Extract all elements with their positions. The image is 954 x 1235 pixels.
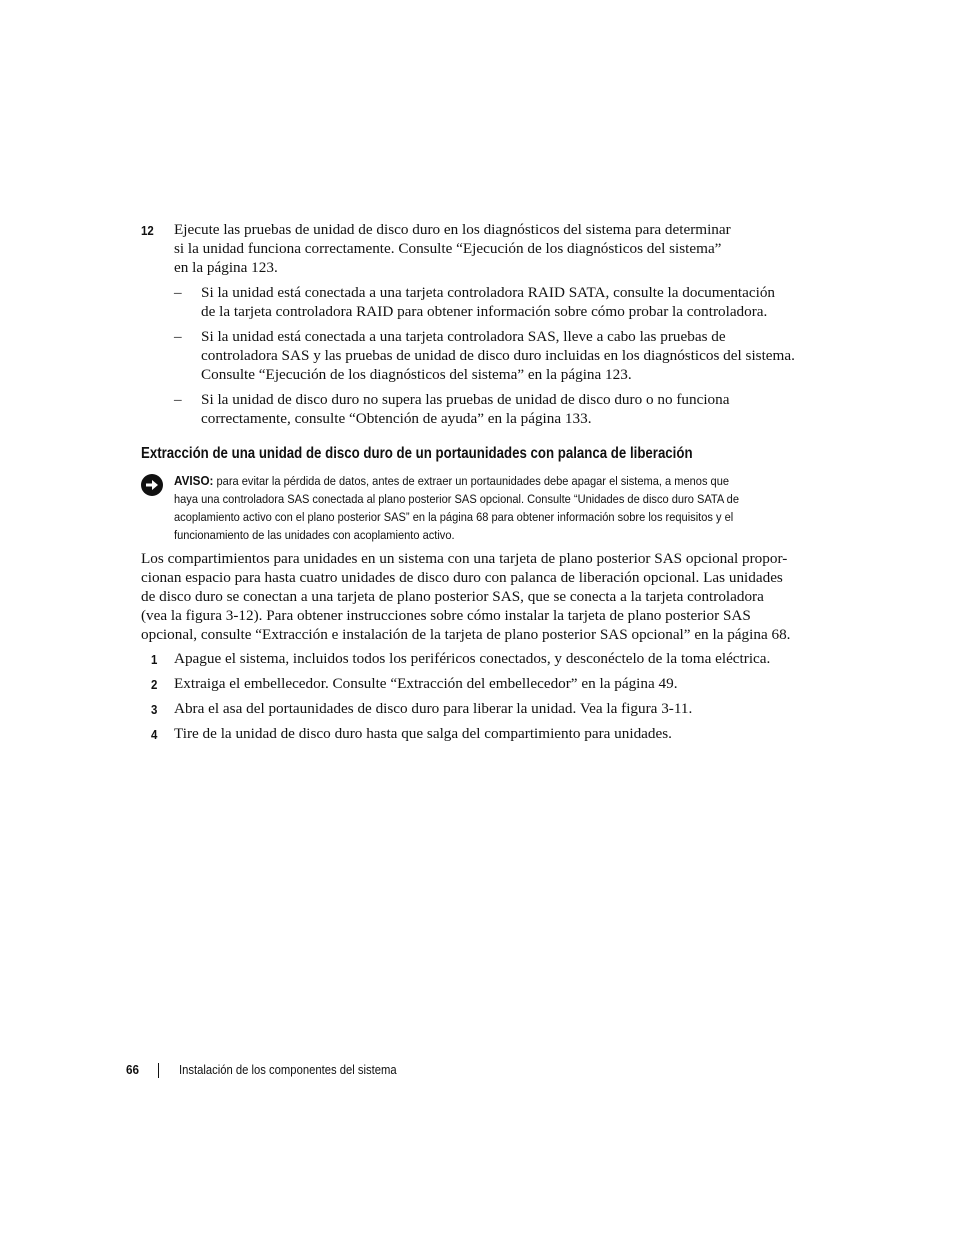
text-line: opcional, consulte “Extracción e instalación de la tarjeta de plano posterior SAS opcional” en la página 68. <box>141 626 791 643</box>
step-item <box>141 699 831 718</box>
text-line: acoplamiento activo con el plano posterior SAS” en la página 68 para obtener información sobre los requisitos y el <box>174 510 734 524</box>
step-number: 2 <box>151 677 158 692</box>
body-paragraph <box>141 549 811 644</box>
footer-separator <box>158 1063 159 1078</box>
dash-marker: – <box>174 391 182 408</box>
step-item <box>141 724 831 743</box>
step-number: 4 <box>151 727 158 742</box>
bullet-item <box>141 283 831 321</box>
text-line: Si la unidad está conectada a una tarjeta controladora RAID SATA, consulte la documentación <box>201 284 776 301</box>
text-line: cionan espacio para hasta cuatro unidades de disco duro con palanca de liberación opcional. Las unidades <box>141 569 783 586</box>
step-number: 3 <box>151 702 158 717</box>
procedure-steps <box>141 649 831 749</box>
text-line: para evitar la pérdida de datos, antes de extraer un portaunidades debe apagar el sistema, a menos que <box>216 474 730 488</box>
notice-label: AVISO: <box>174 473 214 488</box>
step-number: 1 <box>151 652 158 667</box>
notice-text <box>174 472 813 544</box>
bullet-item <box>141 327 831 384</box>
text-line: controladora SAS y las pruebas de unidad de disco duro incluidas en los diagnósticos del sistema. <box>201 347 795 364</box>
dash-marker: – <box>174 328 182 345</box>
step-text: Extraiga el embellecedor. Consulte “Extracción del embellecedor” en la página 49. <box>174 675 678 692</box>
text-line: correctamente, consulte “Obtención de ayuda” en la página 133. <box>201 410 592 427</box>
notice-arrow-icon <box>141 474 163 496</box>
step-item <box>141 674 831 693</box>
text-line: Si la unidad está conectada a una tarjeta controladora SAS, lleve a cabo las pruebas de <box>201 328 726 345</box>
section-heading: Extracción de una unidad de disco duro de un portaunidades con palanca de liberación <box>141 445 693 462</box>
text-line: si la unidad funciona correctamente. Consulte “Ejecución de los diagnósticos del sistema” <box>174 240 722 257</box>
text-line: de la tarjeta controladora RAID para obtener información sobre cómo probar la controladora. <box>201 303 768 320</box>
step-12-row <box>141 220 831 277</box>
step-text: Apague el sistema, incluidos todos los periféricos conectados, y desconéctelo de la toma eléctrica. <box>174 650 771 667</box>
notice-first-line <box>174 472 813 490</box>
page-footer <box>126 1061 397 1079</box>
step-number: 12 <box>141 223 154 238</box>
chapter-title: Instalación de los componentes del sistema <box>179 1063 397 1077</box>
step-item <box>141 649 831 668</box>
text-line: haya una controladora SAS conectada al plano posterior SAS opcional. Consulte “Unidades de disco duro SATA de <box>174 492 739 506</box>
page-number: 66 <box>126 1062 140 1077</box>
text-line: Ejecute las pruebas de unidad de disco duro en los diagnósticos del sistema para determinar <box>174 221 731 238</box>
notice-box <box>141 472 821 544</box>
step-text: Abra el asa del portaunidades de disco duro para liberar la unidad. Vea la figura 3-11. <box>174 700 693 717</box>
text-line: (vea la figura 3-12). Para obtener instrucciones sobre cómo instalar la tarjeta de plano posterior SAS <box>141 607 751 624</box>
step-12-text <box>174 220 831 277</box>
text-line: Los compartimientos para unidades en un sistema con una tarjeta de plano posterior SAS opcional propor- <box>141 550 788 567</box>
text-line: en la página 123. <box>174 259 278 276</box>
text-line: funcionamiento de las unidades con acoplamiento activo. <box>174 528 455 542</box>
step-text: Tire de la unidad de disco duro hasta que salga del compartimiento para unidades. <box>174 725 672 742</box>
bullet-item <box>141 390 831 428</box>
text-line: de disco duro se conectan a una tarjeta de plano posterior SAS, que se conecta a la tarjeta controladora <box>141 588 764 605</box>
text-line: Si la unidad de disco duro no supera las pruebas de unidad de disco duro o no funciona <box>201 391 730 408</box>
dash-marker: – <box>174 284 182 301</box>
step-12 <box>141 220 831 428</box>
text-line: Consulte “Ejecución de los diagnósticos del sistema” en la página 123. <box>201 366 632 383</box>
